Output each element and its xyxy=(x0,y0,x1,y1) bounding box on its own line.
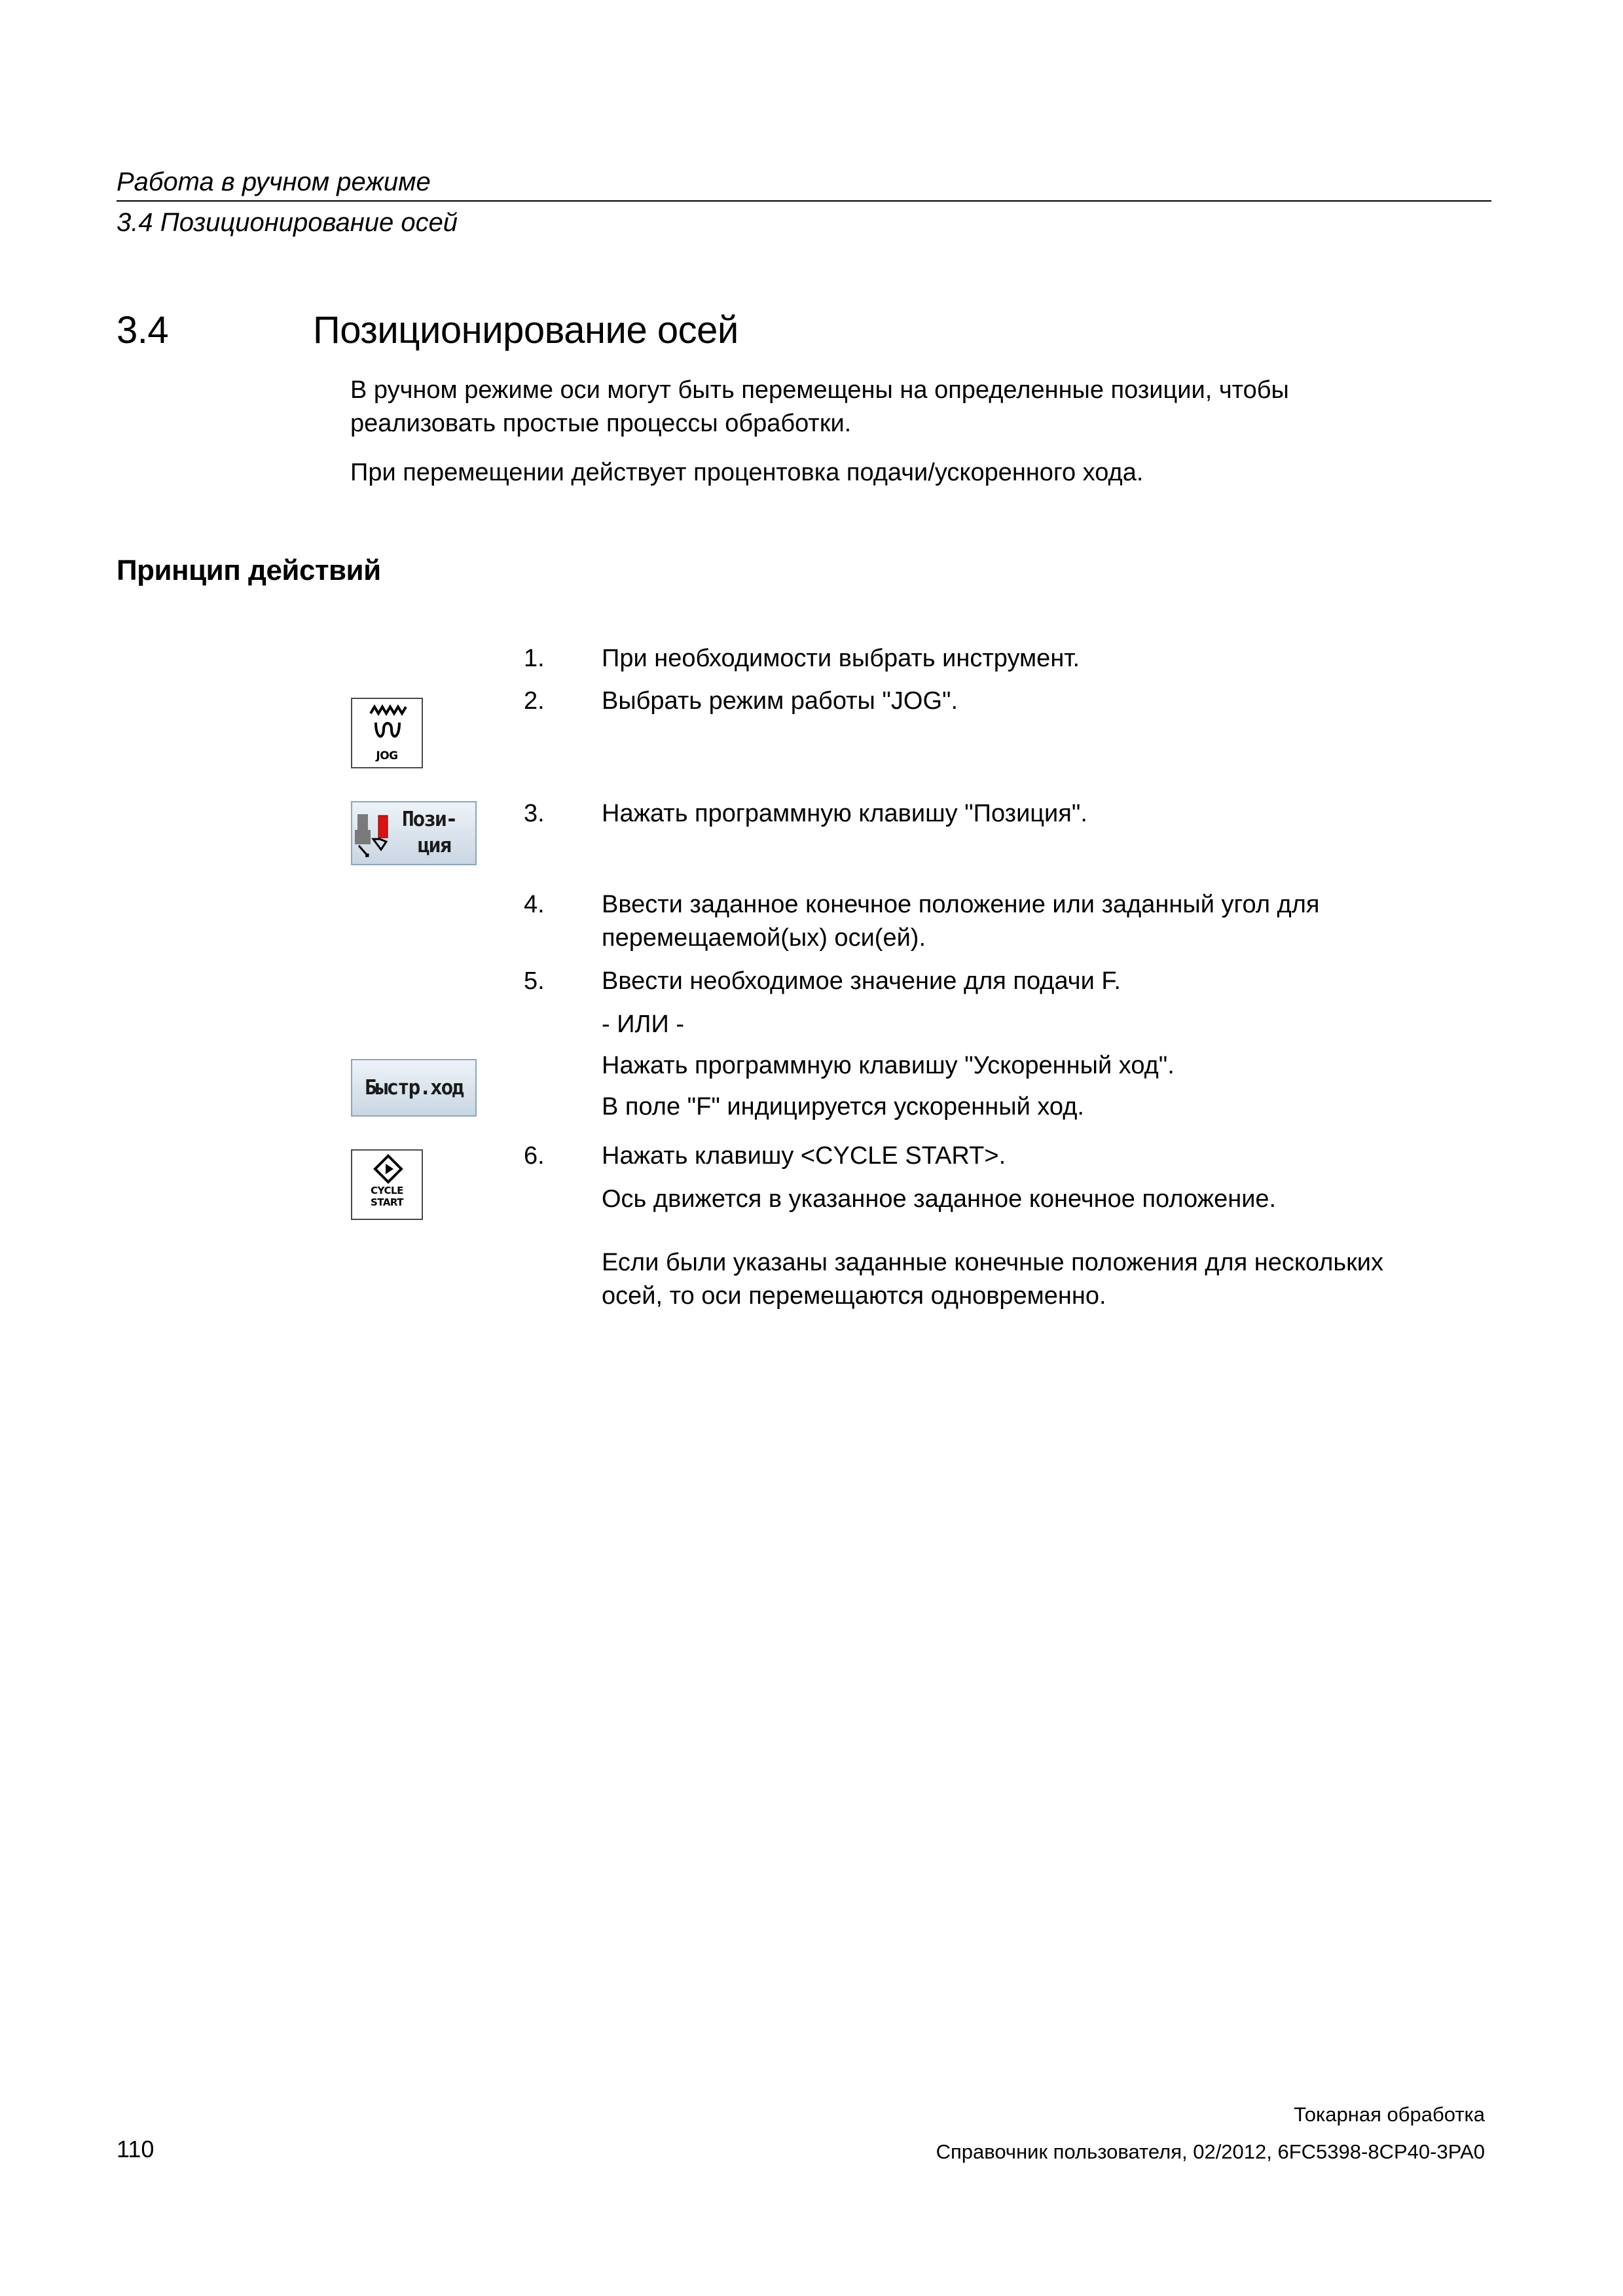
jog-key xyxy=(351,698,423,768)
step-5-number: 5. xyxy=(524,967,545,995)
running-header-chapter: Работа в ручном режиме xyxy=(117,168,431,196)
cycle-start-icon xyxy=(354,1153,423,1185)
header-rule xyxy=(117,200,1491,202)
jog-icon xyxy=(354,702,423,747)
intro-line-2: реализовать простые процессы обработки. xyxy=(350,410,852,437)
step-6-text: Нажать клавишу <CYCLE START>. xyxy=(602,1142,1006,1170)
intro-paragraph-2: При перемещении действует процентовка подачи/ускоренного хода. xyxy=(350,459,1144,486)
step-6-note-line-2: осей, то оси перемещаются одновременно. xyxy=(602,1282,1106,1310)
position-softkey xyxy=(351,801,477,865)
position-softkey-icon xyxy=(354,804,399,864)
position-softkey-label-1: Пози- xyxy=(402,808,457,831)
step-6-number: 6. xyxy=(524,1142,545,1170)
cycle-start-label-2: START xyxy=(370,1196,404,1208)
step-1-text: При необходимости выбрать инструмент. xyxy=(602,645,1080,672)
footer-doc-title: Токарная обработка xyxy=(1294,2103,1485,2126)
step-5-alternative: Нажать программную клавишу "Ускоренный ход". xyxy=(602,1052,1175,1079)
step-5-or: - ИЛИ - xyxy=(602,1011,684,1038)
step-1-number: 1. xyxy=(524,645,545,672)
position-softkey-label-2: ция xyxy=(418,834,450,857)
step-5-result: В поле "F" индицируется ускоренный ход. xyxy=(602,1093,1084,1121)
step-2-number: 2. xyxy=(524,687,545,715)
rapid-traverse-softkey-label: Быстр.ход xyxy=(365,1076,463,1100)
step-5-text: Ввести необходимое значение для подачи F. xyxy=(602,967,1121,995)
step-4-text: Ввести заданное конечное положение или заданный угол для xyxy=(602,891,1320,918)
cycle-start-label-1: CYCLE xyxy=(371,1185,403,1196)
footer-doc-info: Справочник пользователя, 02/2012, 6FC5398-8CP40-3PA0 xyxy=(936,2140,1485,2163)
page-number: 110 xyxy=(117,2136,155,2162)
section-number: 3.4 xyxy=(117,309,169,351)
step-3-number: 3. xyxy=(524,800,545,827)
intro-line-1: В ручном режиме оси могут быть перемещены на определенные позиции, чтобы xyxy=(350,376,1289,404)
rapid-traverse-softkey xyxy=(351,1059,477,1117)
step-4-number: 4. xyxy=(524,891,545,918)
step-4-text-line-2: перемещаемой(ых) оси(ей). xyxy=(602,924,926,952)
section-title: Позиционирование осей xyxy=(313,309,739,351)
step-6-result: Ось движется в указанное заданное конечное положение. xyxy=(602,1185,1277,1213)
step-6-note-line-1: Если были указаны заданные конечные положения для нескольких xyxy=(602,1249,1384,1276)
step-2-text: Выбрать режим работы "JOG". xyxy=(602,687,958,715)
step-3-text: Нажать программную клавишу "Позиция". xyxy=(602,800,1087,827)
running-header-section: 3.4 Позиционирование осей xyxy=(117,208,458,237)
principle-heading: Принцип действий xyxy=(117,554,381,586)
jog-key-label: JOG xyxy=(376,749,398,762)
cycle-start-key xyxy=(351,1149,423,1220)
